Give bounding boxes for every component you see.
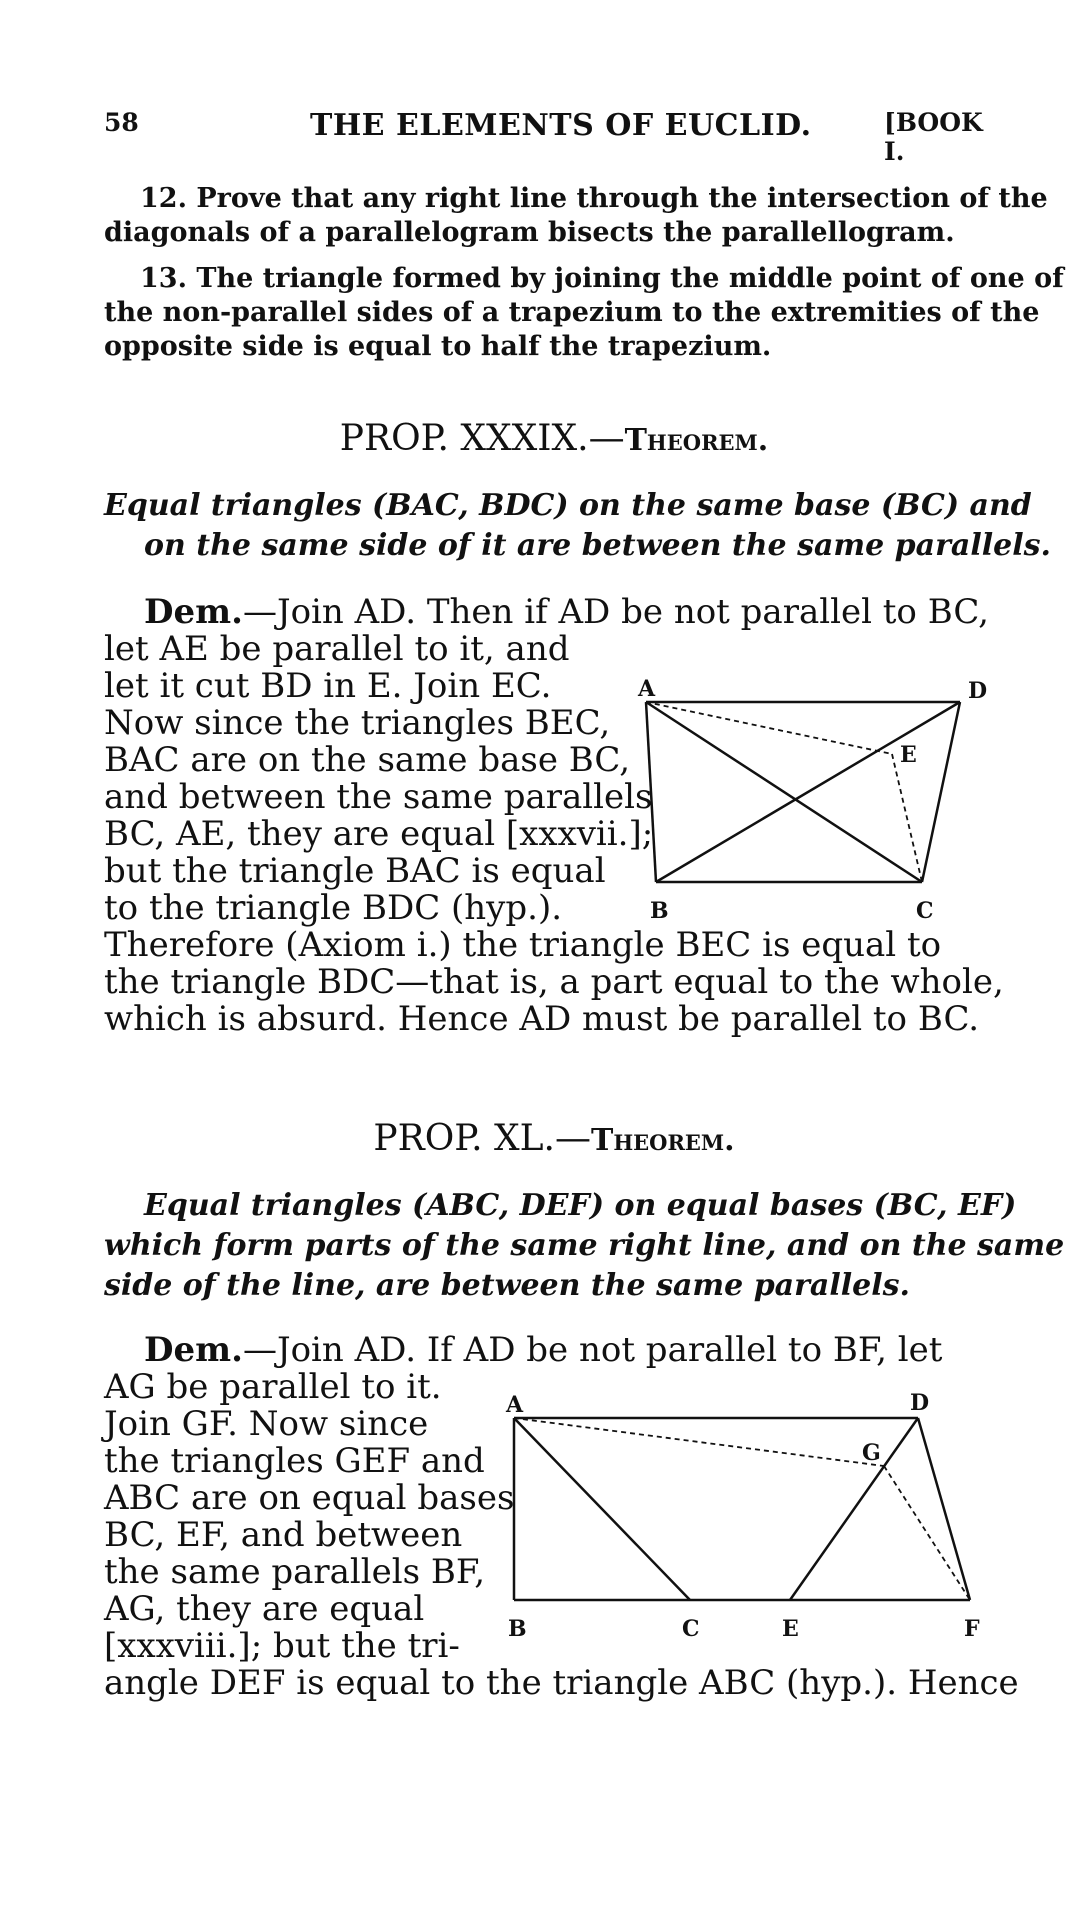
proof-line: Now since the triangles BEC, bbox=[104, 703, 611, 743]
label-D: D bbox=[910, 1390, 930, 1416]
enunciation-line: side of the line, are between the same parallels. bbox=[104, 1268, 910, 1303]
prop39-title bbox=[104, 418, 1004, 459]
prop40-title-main: PROP. XL.— bbox=[373, 1118, 591, 1159]
label-B: B bbox=[508, 1616, 527, 1642]
line-DF bbox=[918, 1418, 970, 1600]
dem-label: Dem. bbox=[144, 1330, 243, 1370]
line-BD bbox=[656, 702, 960, 882]
exercise-line: diagonals of a parallelogram bisects the parallellogram. bbox=[104, 217, 955, 248]
line-EC bbox=[892, 754, 922, 882]
proof-line: to the triangle BDC (hyp.). bbox=[104, 888, 563, 928]
exercise-line: opposite side is equal to half the trapezium. bbox=[104, 331, 772, 362]
prop39-figure bbox=[620, 670, 1000, 930]
proof-line: angle DEF is equal to the triangle ABC (hyp.). Hence bbox=[104, 1663, 1019, 1703]
proof-line: [xxxviii.]; but the tri- bbox=[104, 1626, 460, 1666]
dem-label: Dem. bbox=[144, 592, 243, 632]
proof-line: and between the same parallels bbox=[104, 777, 653, 817]
proof-line: which is absurd. Hence AD must be parallel to BC. bbox=[104, 999, 980, 1039]
proof-line: but the triangle BAC is equal bbox=[104, 851, 606, 891]
prop39-title-kind: Theorem. bbox=[624, 423, 769, 458]
prop40-title bbox=[104, 1118, 1004, 1159]
enunciation-line: which form parts of the same right line, and on the same bbox=[104, 1228, 1065, 1263]
proof-line: the same parallels BF, bbox=[104, 1552, 486, 1592]
proof-line: BC, AE, they are equal [xxxvii.]; bbox=[104, 814, 654, 854]
label-B: B bbox=[650, 898, 669, 924]
proof-line: ABC are on equal bases bbox=[104, 1478, 515, 1518]
line-DE bbox=[790, 1418, 918, 1600]
proof-line: let AE be parallel to it, and bbox=[104, 629, 570, 669]
proof-line: Join GF. Now since bbox=[104, 1404, 429, 1444]
proof-line: the triangles GEF and bbox=[104, 1441, 485, 1481]
running-title: THE ELEMENTS OF EUCLID. bbox=[310, 108, 812, 143]
line-AB bbox=[646, 702, 656, 882]
line-AC bbox=[514, 1418, 690, 1600]
label-A: A bbox=[638, 676, 656, 702]
proof-line: AG, they are equal bbox=[104, 1589, 425, 1629]
prop39-title-main: PROP. XXXIX.— bbox=[339, 418, 625, 459]
proof-line: —Join AD. Then if AD be not parallel to BC, bbox=[242, 592, 989, 632]
book-label: [BOOK I. bbox=[884, 108, 983, 166]
proof-line: let it cut BD in E. Join EC. bbox=[104, 666, 552, 706]
running-header bbox=[104, 108, 1004, 166]
label-E: E bbox=[782, 1616, 799, 1642]
line-AE bbox=[646, 702, 892, 754]
proof-line: —Join AD. If AD be not parallel to BF, let bbox=[242, 1330, 943, 1370]
exercise-line: 13. The triangle formed by joining the middle point of one of bbox=[140, 263, 1064, 294]
exercise-line: the non-parallel sides of a trapezium to the extremities of the bbox=[104, 297, 1040, 328]
proof-line: Therefore (Axiom i.) the triangle BEC is equal to bbox=[104, 925, 942, 965]
prop40-title-kind: Theorem. bbox=[591, 1123, 735, 1158]
line-GF bbox=[884, 1466, 970, 1600]
proof-line: BAC are on the same base BC, bbox=[104, 740, 631, 780]
proof-line: the triangle BDC—that is, a part equal to the whole, bbox=[104, 962, 1004, 1002]
line-AG bbox=[514, 1418, 884, 1466]
label-D: D bbox=[968, 678, 988, 704]
enunciation-line: Equal triangles (BAC, BDC) on the same base (BC) and bbox=[104, 488, 1032, 523]
line-DC bbox=[922, 702, 960, 882]
proof-line: BC, EF, and between bbox=[104, 1515, 463, 1555]
enunciation-line: Equal triangles (ABC, DEF) on equal bases (BC, EF) bbox=[144, 1188, 1017, 1223]
enunciation-line: on the same side of it are between the same parallels. bbox=[144, 528, 1051, 563]
label-C: C bbox=[682, 1616, 700, 1642]
label-C: C bbox=[916, 898, 934, 924]
page-number: 58 bbox=[104, 108, 139, 137]
exercise-line: 12. Prove that any right line through the intersection of the bbox=[140, 183, 1048, 214]
prop40-figure bbox=[490, 1390, 1010, 1650]
label-F: F bbox=[964, 1616, 980, 1642]
label-G: G bbox=[862, 1440, 881, 1466]
label-A: A bbox=[506, 1392, 524, 1418]
line-AC bbox=[646, 702, 922, 882]
label-E: E bbox=[900, 742, 917, 768]
proof-line: AG be parallel to it. bbox=[104, 1367, 442, 1407]
